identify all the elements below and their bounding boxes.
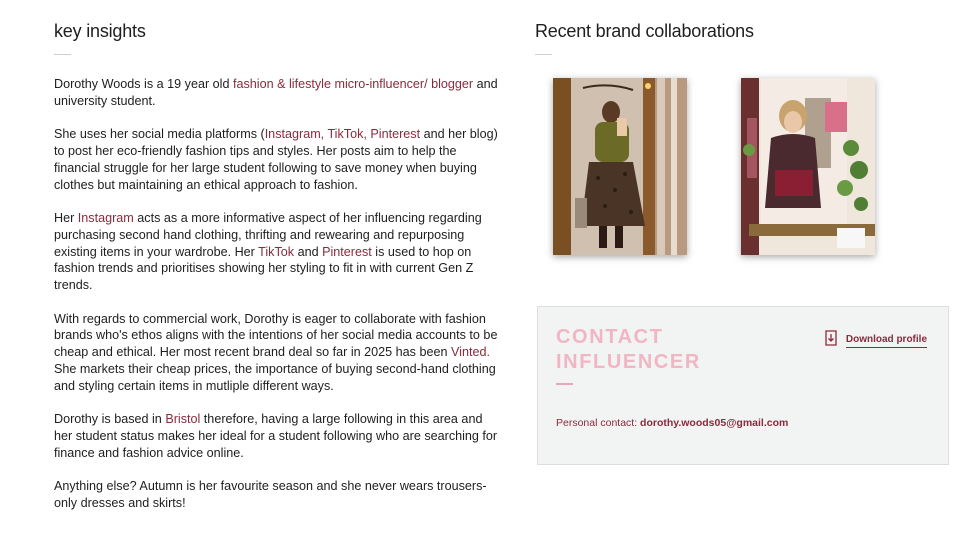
highlight-pinterest: Pinterest [322,244,372,259]
collab-photo-2 [741,78,875,255]
contact-influencer-card [537,306,949,465]
collab-photo-1 [553,78,687,255]
highlight-platforms: Instagram, TikTok, Pinterest [264,127,421,142]
personal-contact-label: Personal contact: [556,417,641,429]
insight-paragraph-2: She uses her social media platforms (Instagram, TikTok, Pinterest and her blog) to post her eco-friendly fashion tips and styles. Her posts aim to help the financial struggle for her large student following to save money when buying clothes but maintaining an ethical approach to fashion. [54,127,498,192]
key-insights-heading: key insights [54,21,146,41]
insight-paragraph-6: Anything else? Autumn is her favourite season and she never wears trousers- only dresses and skirts! [54,479,487,510]
contact-title: CONTACT INFLUENCER [556,326,701,373]
download-profile-label: Download profile [846,334,927,348]
collabs-heading: Recent brand collaborations [535,21,754,41]
heading-divider [54,54,71,55]
highlight-tiktok: TikTok [258,244,295,259]
highlight-role: fashion & lifestyle micro-influencer/ blogger [232,77,474,91]
insight-paragraph-3: Her Instagram acts as a more informative aspect of her influencing regarding purchasing second hand clothing, thrifting and rewearing and repurposing existing items in your wardrobe. Her TikTok and Pinterest is used to hop on fashion trends and prioritises showing her styling to fit in with current Gen Z trends. [54,210,482,293]
download-profile-button[interactable] [824,330,927,351]
insight-paragraph-4: With regards to commercial work, Dorothy is eager to collaborate with fashion brands who's ethos aligns with the intentions of her social media accounts to be cheap and ethical. Her most recent brand deal so far in 2025 has been Vinted. She markets their cheap prices, the importance of buying second-hand clothing and styling certain items in mutliple different ways. [54,311,498,393]
download-icon [824,330,838,351]
highlight-vinted: Vinted. [450,345,490,360]
insight-paragraph-5: Dorothy is based in Bristol therefore, having a large following in this area and her student status makes her ideal for a student following who are searching for finance and fashion advice online. [54,412,498,460]
collabs-section-header [535,18,754,55]
highlight-bristol: Bristol [165,412,201,427]
key-insights-section [54,18,504,512]
highlight-instagram: Instagram [77,210,134,225]
personal-contact [556,417,788,429]
contact-title-divider [556,383,573,385]
personal-contact-email[interactable]: dorothy.woods05@gmail.com [640,417,789,429]
collabs-divider [535,54,552,55]
insight-paragraph-1: Dorothy Woods is a 19 year old fashion & lifestyle micro-influencer/ blogger and university student. [54,77,498,108]
